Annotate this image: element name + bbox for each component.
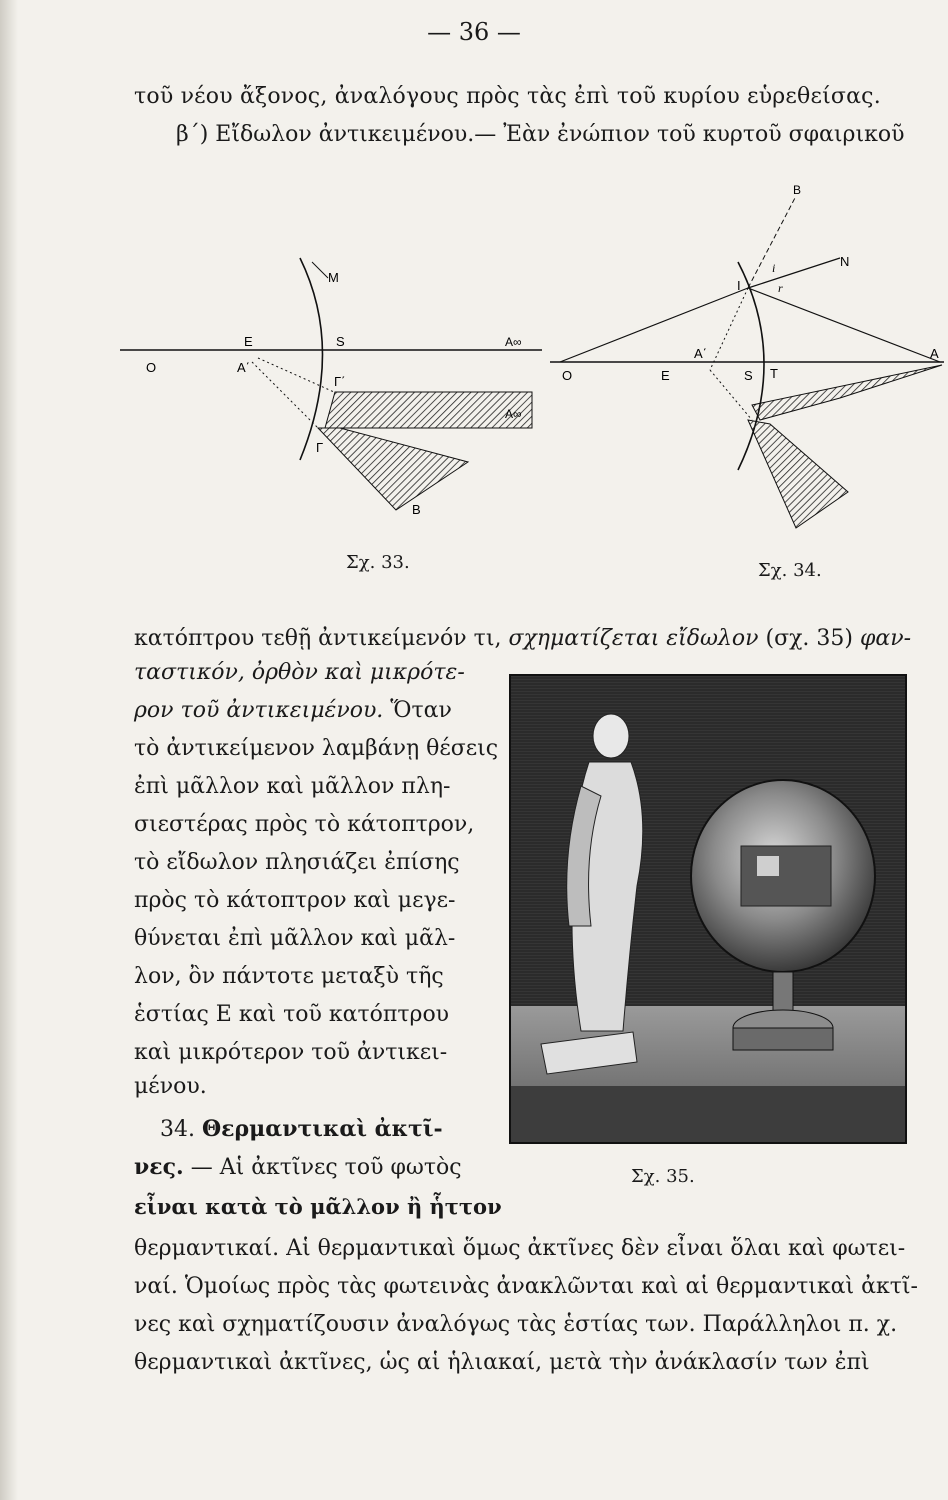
left-col-line-7: πρὸς τὸ κάτοπτρον καὶ μεγε-: [134, 888, 456, 913]
sphere-stand-foot: [733, 1028, 833, 1050]
figure-35-engraving: [509, 674, 907, 1144]
fig34-label-O: O: [562, 368, 573, 383]
left-col-line-2-italic: ρον τοῦ ἀντικειμένου.: [134, 698, 384, 723]
body-full-line-part-2: σχηματίζεται εἴδωλον: [508, 626, 759, 651]
body-full-line: [134, 626, 911, 652]
sphere-stand-neck: [773, 972, 793, 1012]
fig34-ray-A-to-I: [748, 288, 940, 362]
figure-35-art: [511, 676, 905, 1142]
fig34-label-A-prime: A΄: [694, 346, 707, 361]
fig33-label-A-inf-1: A∞: [505, 335, 522, 349]
fig34-label-I: I: [737, 278, 741, 293]
fig33-caption: Σχ. 33.: [346, 552, 410, 573]
fig33-label-M: M: [328, 270, 339, 285]
statue-head: [593, 714, 629, 758]
top-line-1: τοῦ νέου ἄξονος, ἀναλόγους πρὸς τὰς ἐπὶ τοῦ κυρίου εὑρεθείσας.: [134, 84, 881, 109]
fig34-label-r: r: [778, 281, 783, 295]
bottom-line-1: θερμαντικαί. Αἱ θερμαντικαὶ ὅμως ἀκτῖνες δὲν εἶναι ὅλαι καὶ φωτει-: [134, 1236, 906, 1261]
left-col-line-1: ταστικόν, ὀρθὸν καὶ μικρότε-: [134, 660, 465, 685]
bottom-line-3: νες καὶ σχηματίζουσιν ἀναλόγως τὰς ἑστίας των. Παράλληλοι π. χ.: [134, 1312, 898, 1337]
fig33-label-G-prime: Γ΄: [334, 374, 346, 389]
left-col-line-2-tail: Ὅταν: [383, 698, 452, 723]
fig34-label-S: S: [744, 368, 753, 383]
fig33-label-G: Γ: [316, 440, 324, 455]
left-col-line-2: [134, 698, 452, 724]
section-line-3: εἶναι κατὰ τὸ μᾶλλον ἢ ἧττον: [134, 1194, 502, 1219]
fig33-dotted-ray-2: [252, 362, 318, 428]
left-col-line-10: ἑστίας E καὶ τοῦ κατόπτρου: [134, 1002, 450, 1027]
reflected-room: [741, 846, 831, 906]
fig33-label-A-inf-2: A∞: [505, 407, 522, 421]
fig33-label-B: B: [412, 502, 421, 517]
top-line-2: β΄) Εἴδωλον ἀντικειμένου.— Ἐὰν ἐνώπιον τοῦ κυρτοῦ σφαιρικοῦ: [176, 122, 905, 147]
bottom-line-2: ναί. Ὁμοίως πρὸς τὰς φωτεινὰς ἀνακλῶνται καὶ αἱ θερμαντικαὶ ἀκτῖ-: [134, 1274, 918, 1299]
section-text-2: — Αἱ ἀκτῖνες τοῦ φωτὸς: [183, 1155, 462, 1180]
fig33-lower-beam: [318, 428, 468, 510]
body-full-line-part-1: κατόπτρου τεθῇ ἀντικείμενόν τι,: [134, 626, 509, 651]
fig34-label-i: i: [772, 261, 776, 275]
fig34-label-A: A: [930, 346, 939, 361]
page-number: — 36 —: [427, 18, 521, 46]
fig34-label-N: N: [840, 254, 850, 269]
left-col-line-8: θύνεται ἐπὶ μᾶλλον καὶ μᾶλ-: [134, 926, 456, 951]
table-edge: [511, 1086, 905, 1142]
fig34-label-B: B: [793, 183, 802, 197]
fig33-label-S: S: [336, 334, 345, 349]
left-col-line-5: σιεστέρας πρὸς τὸ κάτοπτρον,: [134, 812, 475, 837]
fig34-label-E: E: [661, 368, 670, 383]
fig34-lower-beam: [748, 420, 848, 528]
left-col-line-12: μένου.: [134, 1074, 207, 1099]
fig34-label-T: T: [770, 366, 778, 381]
fig33-label-O: O: [146, 360, 157, 375]
fig34-ray-I-to-O: [560, 288, 748, 362]
fig35-caption: Σχ. 35.: [631, 1166, 695, 1187]
fig33-upper-beam: [325, 392, 532, 428]
section-title-2: νες.: [134, 1154, 184, 1180]
left-col-line-4: ἐπὶ μᾶλλον καὶ μᾶλλον πλη-: [134, 774, 451, 799]
section-number: 34.: [160, 1117, 195, 1142]
fig33-label-E: E: [244, 334, 253, 349]
left-col-line-6: τὸ εἴδωλον πλησιάζει ἐπίσης: [134, 850, 460, 875]
body-full-line-part-3: (σχ. 35): [758, 626, 860, 651]
body-full-line-part-4: φαν-: [859, 626, 912, 651]
section-line-2: [134, 1154, 462, 1181]
left-col-line-9: λον, ὂν πάντοτε μεταξὺ τῆς: [134, 964, 444, 989]
fig34-caption: Σχ. 34.: [758, 560, 822, 581]
fig33-label-A-prime: A΄: [237, 360, 250, 375]
fig33-mirror-tick: [312, 262, 328, 278]
fig34-upper-beam: [752, 365, 942, 420]
left-col-line-11: καὶ μικρότερον τοῦ ἀντικει-: [134, 1040, 448, 1065]
bottom-line-4: θερμαντικαὶ ἀκτῖνες, ὡς αἱ ἡλιακαί, μετὰ τὴν ἀνάκλασίν των ἐπὶ: [134, 1350, 870, 1375]
reflected-window: [757, 856, 779, 876]
left-col-line-3: τὸ ἀντικείμενον λαμβάνῃ θέσεις: [134, 736, 499, 761]
section-heading-line: [160, 1116, 443, 1143]
section-title-1: Θερμαντικαὶ ἀκτῖ-: [202, 1116, 443, 1142]
